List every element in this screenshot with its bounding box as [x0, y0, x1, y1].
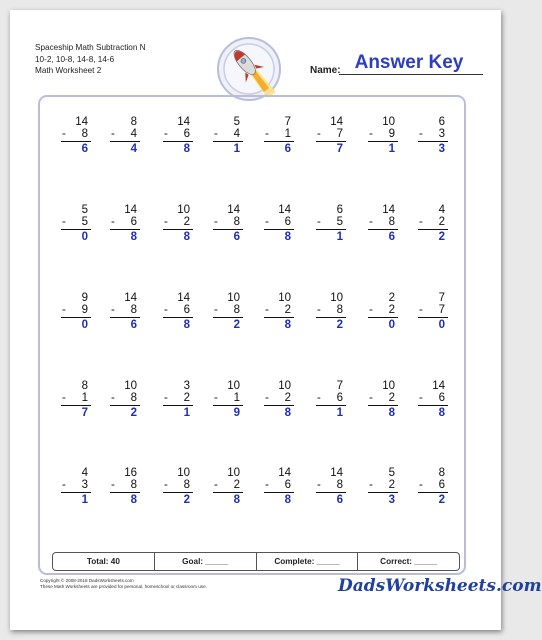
answer: 7	[81, 407, 88, 419]
minus-sign: -	[317, 128, 321, 140]
minuend: 4	[81, 467, 88, 479]
answer: 8	[183, 143, 190, 155]
subtrahend: 5	[81, 216, 88, 228]
answer: 4	[130, 143, 137, 155]
minuend: 10	[124, 380, 137, 392]
answer: 8	[130, 231, 137, 243]
subtrahend: 8	[130, 479, 137, 491]
subtrahend: 8	[130, 304, 137, 316]
minuend: 6	[336, 204, 343, 216]
subtrahend: 6	[336, 392, 343, 404]
answer: 9	[233, 407, 240, 419]
minus-sign: -	[164, 128, 168, 140]
answer: 1	[336, 407, 343, 419]
minus-sign: -	[265, 128, 269, 140]
answer: 8	[388, 407, 395, 419]
answer: 1	[336, 231, 343, 243]
minuend: 14	[278, 204, 291, 216]
answer: 3	[388, 494, 395, 506]
subtrahend: 1	[284, 128, 291, 140]
answer-rule	[110, 141, 140, 142]
minuend: 4	[438, 204, 445, 216]
answer-rule	[110, 229, 140, 230]
answer-rule	[110, 317, 140, 318]
answer-rule	[264, 492, 294, 493]
minus-sign: -	[164, 304, 168, 316]
minuend: 10	[177, 467, 190, 479]
answer-rule	[418, 492, 448, 493]
minus-sign: -	[111, 304, 115, 316]
minuend: 9	[81, 292, 88, 304]
subtrahend: 4	[233, 128, 240, 140]
minus-sign: -	[369, 479, 373, 491]
subtrahend: 8	[233, 304, 240, 316]
minuend: 14	[124, 292, 137, 304]
subtrahend: 7	[336, 128, 343, 140]
answer-key-label: Answer Key	[354, 52, 464, 73]
subtrahend: 2	[183, 216, 190, 228]
minuend: 10	[382, 380, 395, 392]
minuend: 7	[438, 292, 445, 304]
subtrahend: 2	[183, 392, 190, 404]
minuend: 14	[75, 116, 88, 128]
answer-rule	[61, 317, 91, 318]
minuend: 14	[330, 116, 343, 128]
minus-sign: -	[419, 479, 423, 491]
minus-sign: -	[369, 216, 373, 228]
minuend: 14	[278, 467, 291, 479]
minus-sign: -	[265, 216, 269, 228]
minus-sign: -	[419, 128, 423, 140]
subtrahend: 8	[336, 479, 343, 491]
minus-sign: -	[62, 216, 66, 228]
answer: 2	[336, 319, 343, 331]
subtrahend: 8	[183, 479, 190, 491]
minus-sign: -	[214, 392, 218, 404]
answer: 6	[388, 231, 395, 243]
minuend: 10	[227, 467, 240, 479]
answer-rule	[213, 317, 243, 318]
answer-rule	[316, 229, 346, 230]
subtrahend: 1	[81, 392, 88, 404]
answer-rule	[163, 141, 193, 142]
answer: 8	[183, 319, 190, 331]
subtrahend: 8	[130, 392, 137, 404]
subtrahend: 6	[284, 479, 291, 491]
subtrahend: 2	[233, 479, 240, 491]
minuend: 3	[183, 380, 190, 392]
answer-rule	[264, 141, 294, 142]
minuend: 2	[388, 292, 395, 304]
answer: 8	[438, 407, 445, 419]
minuend: 10	[278, 292, 291, 304]
minus-sign: -	[164, 479, 168, 491]
minuend: 10	[382, 116, 395, 128]
answer: 2	[233, 319, 240, 331]
answer-rule	[418, 405, 448, 406]
answer: 8	[284, 407, 291, 419]
answer-rule	[110, 405, 140, 406]
subtrahend: 3	[438, 128, 445, 140]
minuend: 10	[227, 380, 240, 392]
minus-sign: -	[111, 216, 115, 228]
subtrahend: 6	[284, 216, 291, 228]
worksheet-header	[35, 42, 146, 77]
minus-sign: -	[214, 216, 218, 228]
minus-sign: -	[265, 392, 269, 404]
minus-sign: -	[419, 304, 423, 316]
minus-sign: -	[419, 392, 423, 404]
minus-sign: -	[419, 216, 423, 228]
minuend: 10	[227, 292, 240, 304]
answer: 0	[81, 319, 88, 331]
answer-rule	[264, 405, 294, 406]
minus-sign: -	[265, 479, 269, 491]
subtrahend: 7	[438, 304, 445, 316]
answer-rule	[213, 141, 243, 142]
answer-rule	[418, 317, 448, 318]
answer: 8	[284, 494, 291, 506]
minus-sign: -	[369, 304, 373, 316]
score-box	[52, 552, 460, 571]
minuend: 7	[336, 380, 343, 392]
answer-rule	[61, 492, 91, 493]
answer: 8	[233, 494, 240, 506]
copyright-notice	[40, 578, 207, 590]
subtrahend: 8	[336, 304, 343, 316]
answer-rule	[213, 492, 243, 493]
answer-rule	[418, 229, 448, 230]
answer-rule	[368, 317, 398, 318]
answer-rule	[368, 492, 398, 493]
minus-sign: -	[214, 128, 218, 140]
minus-sign: -	[62, 128, 66, 140]
problems-frame	[38, 95, 466, 575]
answer: 1	[233, 143, 240, 155]
subtrahend: 2	[388, 304, 395, 316]
usage-line: These Math Worksheets are provided for personal, homeschool or classroom use.	[40, 584, 207, 589]
minus-sign: -	[62, 304, 66, 316]
answer: 6	[233, 231, 240, 243]
subtrahend: 1	[233, 392, 240, 404]
answer-rule	[264, 229, 294, 230]
minus-sign: -	[111, 479, 115, 491]
minus-sign: -	[369, 128, 373, 140]
answer: 2	[183, 494, 190, 506]
minus-sign: -	[317, 479, 321, 491]
answer: 7	[336, 143, 343, 155]
subtrahend: 6	[183, 128, 190, 140]
minuend: 5	[388, 467, 395, 479]
subtrahend: 2	[284, 392, 291, 404]
minus-sign: -	[317, 304, 321, 316]
subtrahend: 6	[438, 479, 445, 491]
minus-sign: -	[62, 392, 66, 404]
goal-field: Goal: _____	[155, 553, 257, 570]
subtrahend: 8	[81, 128, 88, 140]
minuend: 16	[124, 467, 137, 479]
answer: 6	[130, 319, 137, 331]
minuend: 5	[233, 116, 240, 128]
subtrahend: 8	[233, 216, 240, 228]
minus-sign: -	[265, 304, 269, 316]
answer: 0	[438, 319, 445, 331]
answer-rule	[368, 141, 398, 142]
minuend: 6	[438, 116, 445, 128]
minus-sign: -	[164, 216, 168, 228]
worksheet-title: Spaceship Math Subtraction N	[35, 43, 146, 52]
total-count: Total: 40	[53, 553, 155, 570]
answer-rule	[163, 492, 193, 493]
worksheet-facts: 10-2, 10-8, 14-8, 14-6	[35, 54, 115, 64]
minuend: 14	[382, 204, 395, 216]
answer-rule	[61, 141, 91, 142]
subtrahend: 6	[183, 304, 190, 316]
minuend: 5	[81, 204, 88, 216]
site-logo: DadsWorksheets.com	[338, 576, 542, 596]
answer-rule	[163, 317, 193, 318]
minus-sign: -	[62, 479, 66, 491]
answer-rule	[316, 405, 346, 406]
answer-rule	[61, 229, 91, 230]
minuend: 10	[177, 204, 190, 216]
minus-sign: -	[317, 216, 321, 228]
name-label: Name:	[310, 65, 341, 76]
copyright-line: Copyright © 2008-2018 DadsWorksheets.com	[40, 578, 134, 583]
subtrahend: 3	[81, 479, 88, 491]
rocket-icon	[216, 36, 282, 102]
minus-sign: -	[214, 479, 218, 491]
answer: 6	[284, 143, 291, 155]
subtrahend: 8	[388, 216, 395, 228]
answer: 1	[388, 143, 395, 155]
answer: 2	[438, 231, 445, 243]
answer: 2	[438, 494, 445, 506]
minuend: 8	[81, 380, 88, 392]
minus-sign: -	[111, 128, 115, 140]
answer: 3	[438, 143, 445, 155]
answer: 1	[183, 407, 190, 419]
subtrahend: 9	[388, 128, 395, 140]
answer-rule	[110, 492, 140, 493]
answer-rule	[368, 229, 398, 230]
subtrahend: 2	[388, 392, 395, 404]
answer-rule	[264, 317, 294, 318]
answer: 8	[284, 231, 291, 243]
subtrahend: 2	[388, 479, 395, 491]
subtrahend: 4	[130, 128, 137, 140]
minuend: 14	[177, 292, 190, 304]
answer-rule	[213, 405, 243, 406]
answer: 0	[81, 231, 88, 243]
answer-rule	[163, 229, 193, 230]
minuend: 10	[278, 380, 291, 392]
subtrahend: 6	[130, 216, 137, 228]
minus-sign: -	[214, 304, 218, 316]
answer-rule	[61, 405, 91, 406]
minuend: 14	[227, 204, 240, 216]
answer: 8	[183, 231, 190, 243]
minuend: 8	[438, 467, 445, 479]
subtrahend: 9	[81, 304, 88, 316]
minuend: 10	[330, 292, 343, 304]
answer: 2	[130, 407, 137, 419]
name-line	[339, 74, 483, 75]
answer-rule	[368, 405, 398, 406]
minus-sign: -	[317, 392, 321, 404]
minuend: 8	[130, 116, 137, 128]
minus-sign: -	[111, 392, 115, 404]
minus-sign: -	[164, 392, 168, 404]
answer-rule	[213, 229, 243, 230]
minuend: 14	[432, 380, 445, 392]
answer: 6	[336, 494, 343, 506]
minuend: 7	[284, 116, 291, 128]
subtrahend: 6	[438, 392, 445, 404]
answer-rule	[316, 492, 346, 493]
subtrahend: 2	[284, 304, 291, 316]
subtrahend: 2	[438, 216, 445, 228]
answer: 6	[81, 143, 88, 155]
answer: 1	[81, 494, 88, 506]
answer-rule	[418, 141, 448, 142]
worksheet-number: Math Worksheet 2	[35, 66, 102, 75]
complete-field: Complete: _____	[257, 553, 359, 570]
answer-rule	[316, 317, 346, 318]
answer-rule	[163, 405, 193, 406]
minuend: 14	[177, 116, 190, 128]
correct-field: Correct: _____	[380, 557, 438, 566]
answer: 8	[284, 319, 291, 331]
subtrahend: 5	[336, 216, 343, 228]
answer: 0	[388, 319, 395, 331]
answer: 8	[130, 494, 137, 506]
minus-sign: -	[369, 392, 373, 404]
minuend: 14	[124, 204, 137, 216]
answer-rule	[316, 141, 346, 142]
minuend: 14	[330, 467, 343, 479]
